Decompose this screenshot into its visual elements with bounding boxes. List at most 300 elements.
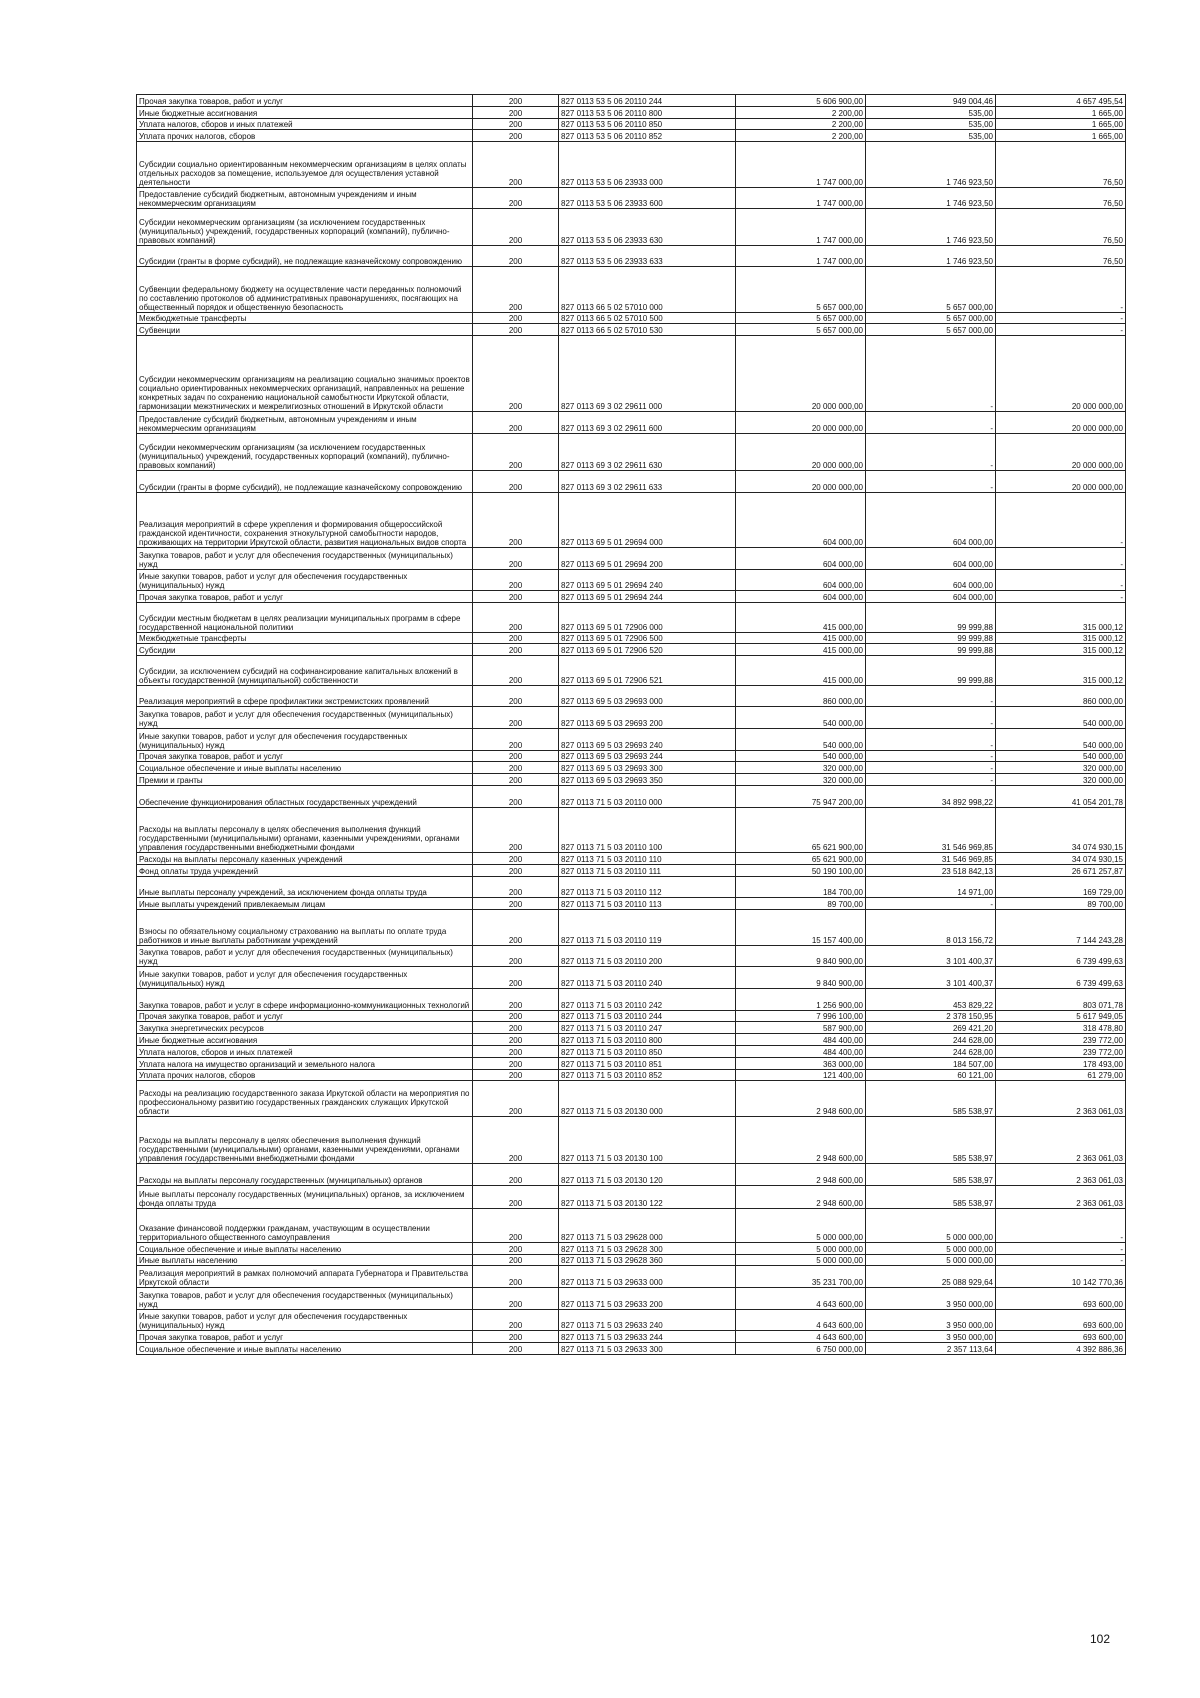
budget-classification-code-cell: 827 0113 69 5 03 29693 200	[559, 707, 736, 729]
line-code-cell: 200	[473, 130, 559, 142]
approved-amount-cell: 5 657 000,00	[736, 312, 866, 324]
table-row	[137, 707, 1126, 729]
expense-name-cell: Расходы на выплаты персоналу государственных (муниципальных) органов	[137, 1164, 473, 1186]
executed-amount-cell: 3 950 000,00	[866, 1288, 996, 1310]
expense-name-cell: Социальное обеспечение и иные выплаты населению	[137, 1242, 473, 1254]
approved-amount-cell: 1 747 000,00	[736, 187, 866, 209]
table-row	[137, 750, 1126, 762]
approved-amount-cell: 184 700,00	[736, 876, 866, 898]
expense-name-cell: Субсидии социально ориентированным некоммерческим организациям в целях оплаты отдельных расходов за помещение, используемое для осуществления уставной деятельности	[137, 142, 473, 187]
line-code-cell: 200	[473, 864, 559, 876]
table-row	[137, 118, 1126, 130]
unexecuted-amount-cell: 540 000,00	[996, 728, 1126, 750]
table-row	[137, 187, 1126, 209]
budget-classification-code-cell: 827 0113 53 5 06 23933 630	[559, 209, 736, 245]
unexecuted-amount-cell: 76,50	[996, 209, 1126, 245]
executed-amount-cell: 244 628,00	[866, 1034, 996, 1046]
budget-classification-code-cell: 827 0113 71 5 03 29633 300	[559, 1343, 736, 1355]
approved-amount-cell: 121 400,00	[736, 1069, 866, 1081]
line-code-cell: 200	[473, 312, 559, 324]
table-row	[137, 786, 1126, 808]
line-code-cell: 200	[473, 656, 559, 686]
line-code-cell: 200	[473, 988, 559, 1010]
budget-classification-code-cell: 827 0113 71 5 03 20110 112	[559, 876, 736, 898]
unexecuted-amount-cell: 76,50	[996, 245, 1126, 267]
executed-amount-cell: 604 000,00	[866, 591, 996, 603]
unexecuted-amount-cell: 860 000,00	[996, 685, 1126, 707]
approved-amount-cell: 484 400,00	[736, 1034, 866, 1046]
budget-classification-code-cell: 827 0113 71 5 03 20110 800	[559, 1034, 736, 1046]
expense-name-cell: Прочая закупка товаров, работ и услуг	[137, 1331, 473, 1343]
line-code-cell: 200	[473, 762, 559, 774]
table-row	[137, 209, 1126, 245]
table-row	[137, 762, 1126, 774]
budget-classification-code-cell: 827 0113 71 5 03 29633 240	[559, 1309, 736, 1331]
approved-amount-cell: 5 657 000,00	[736, 324, 866, 336]
executed-amount-cell: 1 746 923,50	[866, 209, 996, 245]
budget-classification-code-cell: 827 0113 69 5 01 72906 500	[559, 632, 736, 644]
expense-name-cell: Иные закупки товаров, работ и услуг для обеспечения государственных (муниципальных) нужд	[137, 967, 473, 989]
unexecuted-amount-cell: -	[996, 1254, 1126, 1266]
unexecuted-amount-cell: 20 000 000,00	[996, 433, 1126, 470]
table-row	[137, 910, 1126, 945]
table-row	[137, 106, 1126, 118]
line-code-cell: 200	[473, 898, 559, 910]
expense-name-cell: Предоставление субсидий бюджетным, автономным учреждениям и иным некоммерческим организациям	[137, 412, 473, 434]
approved-amount-cell: 65 621 900,00	[736, 807, 866, 852]
unexecuted-amount-cell: 320 000,00	[996, 774, 1126, 786]
expense-name-cell: Социальное обеспечение и иные выплаты населению	[137, 1343, 473, 1355]
line-code-cell: 200	[473, 1022, 559, 1034]
table-row	[137, 774, 1126, 786]
unexecuted-amount-cell: -	[996, 1209, 1126, 1242]
budget-classification-code-cell: 827 0113 69 5 03 29693 244	[559, 750, 736, 762]
executed-amount-cell: 31 546 969,85	[866, 807, 996, 852]
table-row	[137, 632, 1126, 644]
page-number: 102	[1090, 1632, 1111, 1646]
unexecuted-amount-cell: 178 493,00	[996, 1057, 1126, 1069]
executed-amount-cell: 3 101 400,37	[866, 967, 996, 989]
unexecuted-amount-cell: 1 665,00	[996, 130, 1126, 142]
line-code-cell: 200	[473, 967, 559, 989]
expense-name-cell: Иные выплаты персоналу государственных (муниципальных) органов, за исключением фонда оплаты труда	[137, 1185, 473, 1209]
line-code-cell: 200	[473, 1309, 559, 1331]
table-row	[137, 853, 1126, 865]
table-row	[137, 988, 1126, 1010]
expense-name-cell: Субсидии	[137, 644, 473, 656]
approved-amount-cell: 20 000 000,00	[736, 412, 866, 434]
executed-amount-cell: 604 000,00	[866, 547, 996, 569]
approved-amount-cell: 5 606 900,00	[736, 95, 866, 107]
executed-amount-cell: -	[866, 707, 996, 729]
expense-name-cell: Реализация мероприятий в рамках полномочий аппарата Губернатора и Правительства Иркутской области	[137, 1266, 473, 1288]
budget-classification-code-cell: 827 0113 71 5 03 20110 110	[559, 853, 736, 865]
expense-name-cell: Иные бюджетные ассигнования	[137, 1034, 473, 1046]
table-row	[137, 433, 1126, 470]
unexecuted-amount-cell: 693 600,00	[996, 1331, 1126, 1343]
line-code-cell: 200	[473, 774, 559, 786]
unexecuted-amount-cell: -	[996, 324, 1126, 336]
table-row	[137, 685, 1126, 707]
line-code-cell: 200	[473, 187, 559, 209]
table-row	[137, 1081, 1126, 1116]
executed-amount-cell: 184 507,00	[866, 1057, 996, 1069]
budget-classification-code-cell: 827 0113 71 5 03 29628 300	[559, 1242, 736, 1254]
executed-amount-cell: 1 746 923,50	[866, 187, 996, 209]
unexecuted-amount-cell: 239 772,00	[996, 1034, 1126, 1046]
expense-name-cell: Субвенции	[137, 324, 473, 336]
line-code-cell: 200	[473, 118, 559, 130]
unexecuted-amount-cell: 1 665,00	[996, 106, 1126, 118]
budget-classification-code-cell: 827 0113 71 5 03 29628 000	[559, 1209, 736, 1242]
line-code-cell: 200	[473, 95, 559, 107]
unexecuted-amount-cell: 7 144 243,28	[996, 910, 1126, 945]
executed-amount-cell: 535,00	[866, 118, 996, 130]
line-code-cell: 200	[473, 209, 559, 245]
line-code-cell: 200	[473, 910, 559, 945]
table-row	[137, 471, 1126, 493]
executed-amount-cell: 14 971,00	[866, 876, 996, 898]
budget-classification-code-cell: 827 0113 71 5 03 20110 852	[559, 1069, 736, 1081]
unexecuted-amount-cell: 76,50	[996, 187, 1126, 209]
expense-name-cell: Межбюджетные трансферты	[137, 312, 473, 324]
line-code-cell: 200	[473, 807, 559, 852]
table-row	[137, 1209, 1126, 1242]
line-code-cell: 200	[473, 1331, 559, 1343]
line-code-cell: 200	[473, 1164, 559, 1186]
budget-classification-code-cell: 827 0113 69 5 01 29694 244	[559, 591, 736, 603]
unexecuted-amount-cell: 4 392 886,36	[996, 1343, 1126, 1355]
budget-classification-code-cell: 827 0113 71 5 03 20110 850	[559, 1045, 736, 1057]
table-row	[137, 1266, 1126, 1288]
approved-amount-cell: 860 000,00	[736, 685, 866, 707]
line-code-cell: 200	[473, 433, 559, 470]
executed-amount-cell: 604 000,00	[866, 492, 996, 547]
expense-name-cell: Закупка товаров, работ и услуг для обеспечения государственных (муниципальных) нужд	[137, 945, 473, 967]
executed-amount-cell: 3 950 000,00	[866, 1309, 996, 1331]
approved-amount-cell: 20 000 000,00	[736, 471, 866, 493]
budget-classification-code-cell: 827 0113 69 5 01 72906 000	[559, 602, 736, 632]
unexecuted-amount-cell: -	[996, 312, 1126, 324]
budget-classification-code-cell: 827 0113 53 5 06 20110 850	[559, 118, 736, 130]
unexecuted-amount-cell: 318 478,80	[996, 1022, 1126, 1034]
line-code-cell: 200	[473, 1069, 559, 1081]
approved-amount-cell: 35 231 700,00	[736, 1266, 866, 1288]
budget-classification-code-cell: 827 0113 53 5 06 23933 600	[559, 187, 736, 209]
unexecuted-amount-cell: 5 617 949,05	[996, 1010, 1126, 1022]
executed-amount-cell: 5 657 000,00	[866, 324, 996, 336]
approved-amount-cell: 540 000,00	[736, 707, 866, 729]
budget-classification-code-cell: 827 0113 53 5 06 23933 000	[559, 142, 736, 187]
unexecuted-amount-cell: -	[996, 547, 1126, 569]
budget-classification-code-cell: 827 0113 69 5 03 29693 300	[559, 762, 736, 774]
table-row	[137, 547, 1126, 569]
budget-classification-code-cell: 827 0113 69 5 03 29693 000	[559, 685, 736, 707]
approved-amount-cell: 415 000,00	[736, 644, 866, 656]
expense-name-cell: Уплата прочих налогов, сборов	[137, 130, 473, 142]
approved-amount-cell: 2 948 600,00	[736, 1164, 866, 1186]
unexecuted-amount-cell: 2 363 061,03	[996, 1185, 1126, 1209]
executed-amount-cell: 585 538,97	[866, 1185, 996, 1209]
unexecuted-amount-cell: 315 000,12	[996, 644, 1126, 656]
unexecuted-amount-cell: 315 000,12	[996, 632, 1126, 644]
approved-amount-cell: 2 948 600,00	[736, 1081, 866, 1116]
table-row	[137, 967, 1126, 989]
expense-name-cell: Фонд оплаты труда учреждений	[137, 864, 473, 876]
expense-name-cell: Субвенции федеральному бюджету на осуществление части переданных полномочий по составлению протоколов об административных правонарушениях, посягающих на общественный порядок и общественную безопасность	[137, 267, 473, 312]
approved-amount-cell: 5 000 000,00	[736, 1242, 866, 1254]
table-row	[137, 602, 1126, 632]
approved-amount-cell: 604 000,00	[736, 569, 866, 591]
executed-amount-cell: 585 538,97	[866, 1081, 996, 1116]
budget-classification-code-cell: 827 0113 71 5 03 20130 000	[559, 1081, 736, 1116]
approved-amount-cell: 320 000,00	[736, 774, 866, 786]
table-row	[137, 1164, 1126, 1186]
table-row	[137, 945, 1126, 967]
executed-amount-cell: 2 357 113,64	[866, 1343, 996, 1355]
approved-amount-cell: 2 200,00	[736, 118, 866, 130]
budget-classification-code-cell: 827 0113 71 5 03 20110 119	[559, 910, 736, 945]
budget-classification-code-cell: 827 0113 71 5 03 20110 244	[559, 1010, 736, 1022]
expense-name-cell: Закупка товаров, работ и услуг в сфере информационно-коммуникационных технологий	[137, 988, 473, 1010]
line-code-cell: 200	[473, 471, 559, 493]
approved-amount-cell: 604 000,00	[736, 591, 866, 603]
approved-amount-cell: 540 000,00	[736, 728, 866, 750]
line-code-cell: 200	[473, 1185, 559, 1209]
unexecuted-amount-cell: 6 739 499,63	[996, 967, 1126, 989]
approved-amount-cell: 20 000 000,00	[736, 433, 866, 470]
executed-amount-cell: 8 013 156,72	[866, 910, 996, 945]
line-code-cell: 200	[473, 1045, 559, 1057]
executed-amount-cell: -	[866, 433, 996, 470]
expense-name-cell: Иные закупки товаров, работ и услуг для обеспечения государственных (муниципальных) нужд	[137, 1309, 473, 1331]
table-row	[137, 312, 1126, 324]
table-row	[137, 864, 1126, 876]
executed-amount-cell: 99 999,88	[866, 632, 996, 644]
line-code-cell: 200	[473, 324, 559, 336]
table-row	[137, 898, 1126, 910]
expense-name-cell: Субсидии некоммерческим организациям (за исключением государственных (муниципальных) учреждений, государственных корпораций (компаний), публично-правовых компаний)	[137, 433, 473, 470]
table-row	[137, 1242, 1126, 1254]
expense-name-cell: Закупка товаров, работ и услуг для обеспечения государственных (муниципальных) нужд	[137, 1288, 473, 1310]
expense-name-cell: Социальное обеспечение и иные выплаты населению	[137, 762, 473, 774]
line-code-cell: 200	[473, 786, 559, 808]
executed-amount-cell: 453 829,22	[866, 988, 996, 1010]
approved-amount-cell: 65 621 900,00	[736, 853, 866, 865]
line-code-cell: 200	[473, 707, 559, 729]
expense-name-cell: Межбюджетные трансферты	[137, 632, 473, 644]
unexecuted-amount-cell: 20 000 000,00	[996, 471, 1126, 493]
executed-amount-cell: 3 950 000,00	[866, 1331, 996, 1343]
executed-amount-cell: -	[866, 774, 996, 786]
unexecuted-amount-cell: 2 363 061,03	[996, 1164, 1126, 1186]
expense-name-cell: Иные бюджетные ассигнования	[137, 106, 473, 118]
budget-classification-code-cell: 827 0113 69 3 02 29611 000	[559, 336, 736, 412]
approved-amount-cell: 20 000 000,00	[736, 336, 866, 412]
approved-amount-cell: 50 190 100,00	[736, 864, 866, 876]
approved-amount-cell: 1 747 000,00	[736, 142, 866, 187]
unexecuted-amount-cell: 89 700,00	[996, 898, 1126, 910]
expense-name-cell: Расходы на реализацию государственного заказа Иркутской области на мероприятия по профессиональному развитию государственных гражданских служащих Иркутской области	[137, 1081, 473, 1116]
budget-classification-code-cell: 827 0113 69 5 01 72906 520	[559, 644, 736, 656]
budget-classification-code-cell: 827 0113 53 5 06 20110 800	[559, 106, 736, 118]
expense-name-cell: Субсидии (гранты в форме субсидий), не подлежащие казначейскому сопровождению	[137, 245, 473, 267]
table-row	[137, 569, 1126, 591]
table-row	[137, 1069, 1126, 1081]
executed-amount-cell: 31 546 969,85	[866, 853, 996, 865]
unexecuted-amount-cell: 4 657 495,54	[996, 95, 1126, 107]
unexecuted-amount-cell: 20 000 000,00	[996, 336, 1126, 412]
executed-amount-cell: 604 000,00	[866, 569, 996, 591]
table-row	[137, 142, 1126, 187]
unexecuted-amount-cell: -	[996, 1242, 1126, 1254]
line-code-cell: 200	[473, 1242, 559, 1254]
line-code-cell: 200	[473, 750, 559, 762]
expense-name-cell: Реализация мероприятий в сфере профилактики экстремистских проявлений	[137, 685, 473, 707]
table-body	[137, 95, 1126, 1355]
unexecuted-amount-cell: -	[996, 569, 1126, 591]
approved-amount-cell: 604 000,00	[736, 547, 866, 569]
approved-amount-cell: 540 000,00	[736, 750, 866, 762]
table-row	[137, 1185, 1126, 1209]
table-row	[137, 412, 1126, 434]
expense-name-cell: Взносы по обязательному социальному страхованию на выплаты по оплате труда работников и иные выплаты работникам учреждений	[137, 910, 473, 945]
executed-amount-cell: 535,00	[866, 106, 996, 118]
budget-classification-code-cell: 827 0113 69 5 01 72906 521	[559, 656, 736, 686]
executed-amount-cell: 5 000 000,00	[866, 1209, 996, 1242]
unexecuted-amount-cell: 10 142 770,36	[996, 1266, 1126, 1288]
approved-amount-cell: 4 643 600,00	[736, 1288, 866, 1310]
expense-name-cell: Иные выплаты населению	[137, 1254, 473, 1266]
executed-amount-cell: -	[866, 750, 996, 762]
approved-amount-cell: 604 000,00	[736, 492, 866, 547]
expense-name-cell: Прочая закупка товаров, работ и услуг	[137, 95, 473, 107]
budget-classification-code-cell: 827 0113 66 5 02 57010 500	[559, 312, 736, 324]
table-row	[137, 876, 1126, 898]
expense-name-cell: Иные закупки товаров, работ и услуг для обеспечения государственных (муниципальных) нужд	[137, 728, 473, 750]
line-code-cell: 200	[473, 945, 559, 967]
approved-amount-cell: 2 200,00	[736, 106, 866, 118]
approved-amount-cell: 363 000,00	[736, 1057, 866, 1069]
line-code-cell: 200	[473, 245, 559, 267]
budget-classification-code-cell: 827 0113 53 5 06 23933 633	[559, 245, 736, 267]
line-code-cell: 200	[473, 1254, 559, 1266]
expense-name-cell: Расходы на выплаты персоналу в целях обеспечения выполнения функций государственными (муниципальными) органами, казенными учреждениями, органами управления государственными внебюджетными фондами	[137, 1116, 473, 1163]
line-code-cell: 200	[473, 1266, 559, 1288]
executed-amount-cell: 99 999,88	[866, 656, 996, 686]
budget-classification-code-cell: 827 0113 53 5 06 20110 244	[559, 95, 736, 107]
executed-amount-cell: 244 628,00	[866, 1045, 996, 1057]
executed-amount-cell: 99 999,88	[866, 602, 996, 632]
unexecuted-amount-cell: 803 071,78	[996, 988, 1126, 1010]
unexecuted-amount-cell: 2 363 061,03	[996, 1116, 1126, 1163]
unexecuted-amount-cell: 169 729,00	[996, 876, 1126, 898]
table-row	[137, 130, 1126, 142]
budget-classification-code-cell: 827 0113 69 5 03 29693 240	[559, 728, 736, 750]
budget-classification-code-cell: 827 0113 71 5 03 29628 360	[559, 1254, 736, 1266]
expense-name-cell: Субсидии некоммерческим организациям (за исключением государственных (муниципальных) учреждений, государственных корпораций (компаний), публично-правовых компаний)	[137, 209, 473, 245]
table-row	[137, 1309, 1126, 1331]
executed-amount-cell: -	[866, 685, 996, 707]
unexecuted-amount-cell: 1 665,00	[996, 118, 1126, 130]
line-code-cell: 200	[473, 412, 559, 434]
budget-classification-code-cell: 827 0113 71 5 03 20110 000	[559, 786, 736, 808]
budget-classification-code-cell: 827 0113 66 5 02 57010 530	[559, 324, 736, 336]
budget-classification-code-cell: 827 0113 71 5 03 20110 247	[559, 1022, 736, 1034]
executed-amount-cell: -	[866, 728, 996, 750]
expense-name-cell: Премии и гранты	[137, 774, 473, 786]
executed-amount-cell: 1 746 923,50	[866, 142, 996, 187]
unexecuted-amount-cell: 315 000,12	[996, 656, 1126, 686]
unexecuted-amount-cell: 34 074 930,15	[996, 853, 1126, 865]
unexecuted-amount-cell: -	[996, 591, 1126, 603]
executed-amount-cell: -	[866, 762, 996, 774]
line-code-cell: 200	[473, 106, 559, 118]
approved-amount-cell: 1 747 000,00	[736, 245, 866, 267]
approved-amount-cell: 484 400,00	[736, 1045, 866, 1057]
expense-name-cell: Прочая закупка товаров, работ и услуг	[137, 1010, 473, 1022]
unexecuted-amount-cell: 26 671 257,87	[996, 864, 1126, 876]
table-row	[137, 1010, 1126, 1022]
approved-amount-cell: 2 948 600,00	[736, 1185, 866, 1209]
budget-classification-code-cell: 827 0113 71 5 03 20110 240	[559, 967, 736, 989]
budget-classification-code-cell: 827 0113 69 3 02 29611 630	[559, 433, 736, 470]
table-row	[137, 1331, 1126, 1343]
approved-amount-cell: 89 700,00	[736, 898, 866, 910]
executed-amount-cell: -	[866, 412, 996, 434]
executed-amount-cell: -	[866, 898, 996, 910]
approved-amount-cell: 587 900,00	[736, 1022, 866, 1034]
budget-classification-code-cell: 827 0113 71 5 03 29633 000	[559, 1266, 736, 1288]
executed-amount-cell: 5 657 000,00	[866, 312, 996, 324]
executed-amount-cell: 23 518 842,13	[866, 864, 996, 876]
table-row	[137, 324, 1126, 336]
line-code-cell: 200	[473, 267, 559, 312]
unexecuted-amount-cell: 540 000,00	[996, 750, 1126, 762]
expense-name-cell: Прочая закупка товаров, работ и услуг	[137, 591, 473, 603]
approved-amount-cell: 15 157 400,00	[736, 910, 866, 945]
line-code-cell: 200	[473, 728, 559, 750]
executed-amount-cell: 5 657 000,00	[866, 267, 996, 312]
expense-name-cell: Уплата налогов, сборов и иных платежей	[137, 118, 473, 130]
approved-amount-cell: 6 750 000,00	[736, 1343, 866, 1355]
approved-amount-cell: 4 643 600,00	[736, 1331, 866, 1343]
executed-amount-cell: 5 000 000,00	[866, 1242, 996, 1254]
executed-amount-cell: -	[866, 471, 996, 493]
unexecuted-amount-cell: 2 363 061,03	[996, 1081, 1126, 1116]
budget-classification-code-cell: 827 0113 71 5 03 20110 242	[559, 988, 736, 1010]
expense-name-cell: Иные выплаты учреждений привлекаемым лицам	[137, 898, 473, 910]
budget-classification-code-cell: 827 0113 66 5 02 57010 000	[559, 267, 736, 312]
budget-classification-code-cell: 827 0113 69 5 01 29694 240	[559, 569, 736, 591]
line-code-cell: 200	[473, 1010, 559, 1022]
budget-classification-code-cell: 827 0113 71 5 03 20110 111	[559, 864, 736, 876]
table-row	[137, 1045, 1126, 1057]
executed-amount-cell: 3 101 400,37	[866, 945, 996, 967]
executed-amount-cell: 60 121,00	[866, 1069, 996, 1081]
budget-classification-code-cell: 827 0113 71 5 03 29633 244	[559, 1331, 736, 1343]
unexecuted-amount-cell: -	[996, 492, 1126, 547]
line-code-cell: 200	[473, 336, 559, 412]
budget-classification-code-cell: 827 0113 71 5 03 20130 120	[559, 1164, 736, 1186]
expense-name-cell: Предоставление субсидий бюджетным, автономным учреждениям и иным некоммерческим организациям	[137, 187, 473, 209]
table-row	[137, 1057, 1126, 1069]
budget-classification-code-cell: 827 0113 69 5 03 29693 350	[559, 774, 736, 786]
unexecuted-amount-cell: 693 600,00	[996, 1309, 1126, 1331]
approved-amount-cell: 9 840 900,00	[736, 945, 866, 967]
line-code-cell: 200	[473, 876, 559, 898]
expense-name-cell: Иные выплаты персоналу учреждений, за исключением фонда оплаты труда	[137, 876, 473, 898]
